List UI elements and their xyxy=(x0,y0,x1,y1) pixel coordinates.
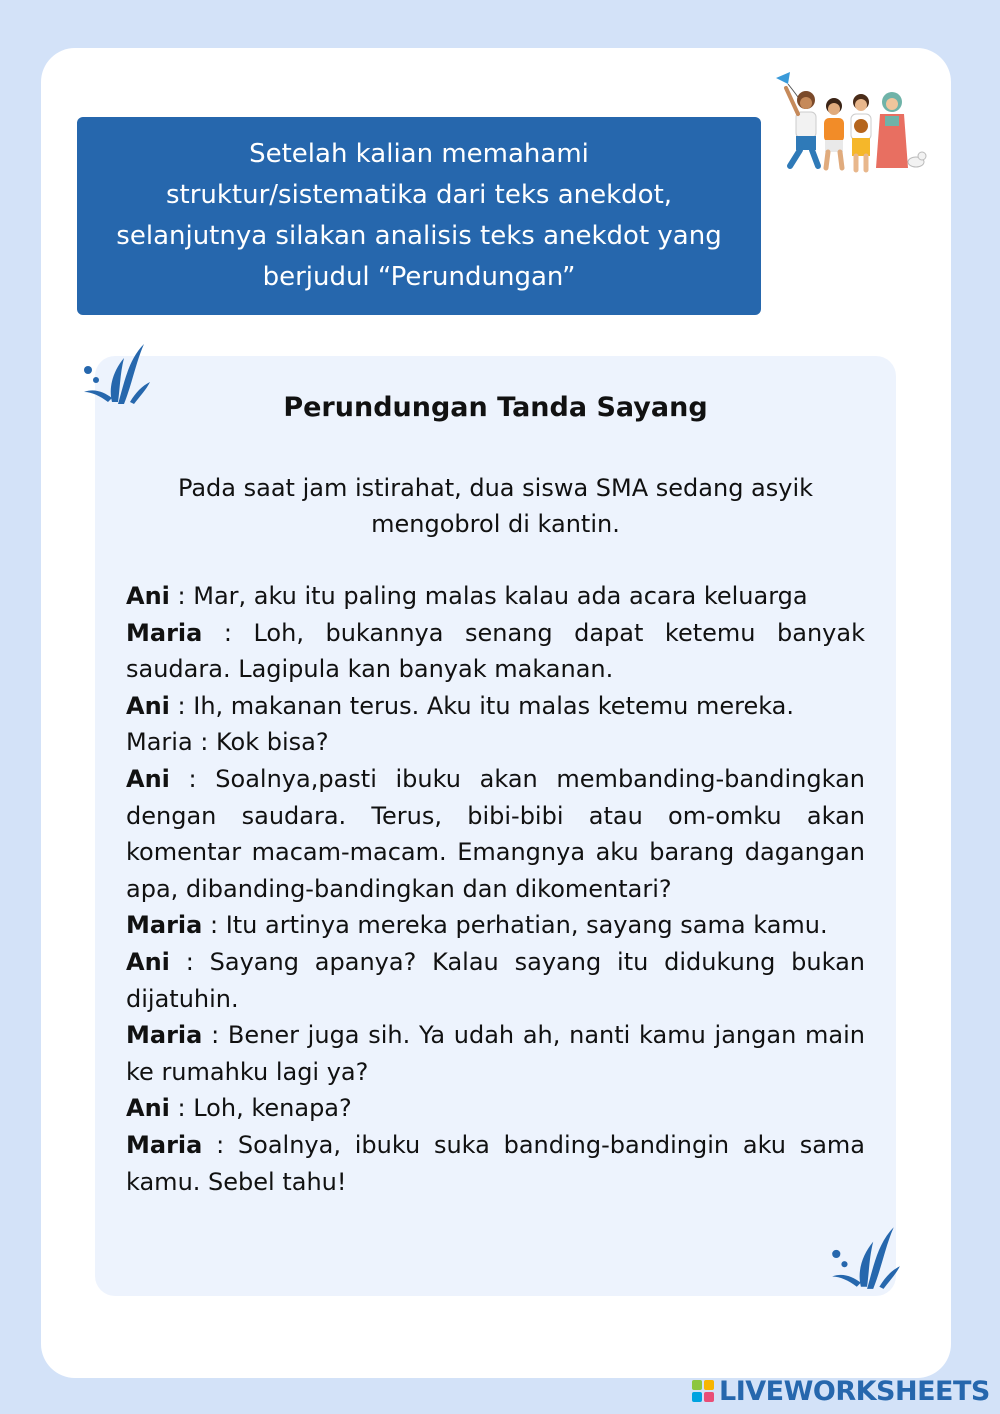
dialogue-text: : Sayang apanya? Kalau sayang itu didukung bukan dijatuhin. xyxy=(126,947,865,1013)
speaker-name: Ani xyxy=(126,764,170,793)
liveworksheets-logo-icon xyxy=(692,1380,714,1402)
speaker-name: Ani xyxy=(126,691,170,720)
dialogue-line xyxy=(126,907,865,944)
dialogue-text: : Kok bisa? xyxy=(192,728,329,757)
dialogue-line xyxy=(126,1017,865,1090)
splash-icon xyxy=(826,1222,904,1292)
speaker-name: Maria xyxy=(126,728,193,757)
speaker-name: Maria xyxy=(126,1130,203,1159)
instruction-line: berjudul “Perundungan” xyxy=(262,262,576,292)
speaker-name: Ani xyxy=(126,1094,170,1123)
speaker-name: Ani xyxy=(126,947,170,976)
liveworksheets-logo[interactable] xyxy=(692,1376,990,1406)
dialogue-text: : Soalnya,pasti ibuku akan membanding-bandingkan dengan saudara. Terus, bibi-bibi atau om-omku akan komentar macam-macam. Emangnya aku barang dagangan apa, dibanding-bandingkan dan dikomentari? xyxy=(126,764,865,903)
dialogue-line xyxy=(126,944,865,1017)
dialogue-text: : Itu artinya mereka perhatian, sayang sama kamu. xyxy=(202,911,828,940)
dialogue-text: : Ih, makanan terus. Aku itu malas ketemu mereka. xyxy=(169,691,795,720)
instruction-line: struktur/sistematika dari teks anekdot, xyxy=(165,180,673,210)
story-intro: Pada saat jam istirahat, dua siswa SMA sedang asyik mengobrol di kantin. xyxy=(177,474,814,538)
dialogue-line xyxy=(126,761,865,907)
dialogue-line xyxy=(126,578,865,615)
dialogue-line xyxy=(126,724,865,761)
speaker-name: Maria xyxy=(126,618,203,647)
instruction-banner xyxy=(77,117,761,315)
dialogue-text: : Soalnya, ibuku suka banding-bandingin aku sama kamu. Sebel tahu! xyxy=(126,1130,865,1196)
dialogue-text: : Loh, kenapa? xyxy=(169,1094,352,1123)
instruction-line: selanjutnya silakan analisis teks anekdot yang xyxy=(116,221,722,251)
dialogue-text: : Loh, bukannya senang dapat ketemu banyak saudara. Lagipula kan banyak makanan. xyxy=(126,618,865,684)
speaker-name: Maria xyxy=(126,1021,203,1050)
dialogue-line xyxy=(126,688,865,725)
speaker-name: Ani xyxy=(126,582,170,610)
dialogue xyxy=(126,578,865,1200)
dialogue-line xyxy=(126,615,865,688)
dialogue-text: : Mar, aku itu paling malas kalau ada acara keluarga xyxy=(169,582,808,610)
speaker-name: Maria xyxy=(126,911,203,940)
children-illustration xyxy=(768,70,928,178)
story-title: Perundungan Tanda Sayang xyxy=(283,392,708,423)
dialogue-line xyxy=(126,1090,865,1127)
dialogue-line xyxy=(126,1127,865,1200)
dialogue-text: : Bener juga sih. Ya udah ah, nanti kamu jangan main ke rumahku lagi ya? xyxy=(126,1021,865,1086)
logo-text: LIVEWORKSHEETS xyxy=(719,1375,990,1407)
instruction-line: Setelah kalian memahami xyxy=(249,139,589,169)
